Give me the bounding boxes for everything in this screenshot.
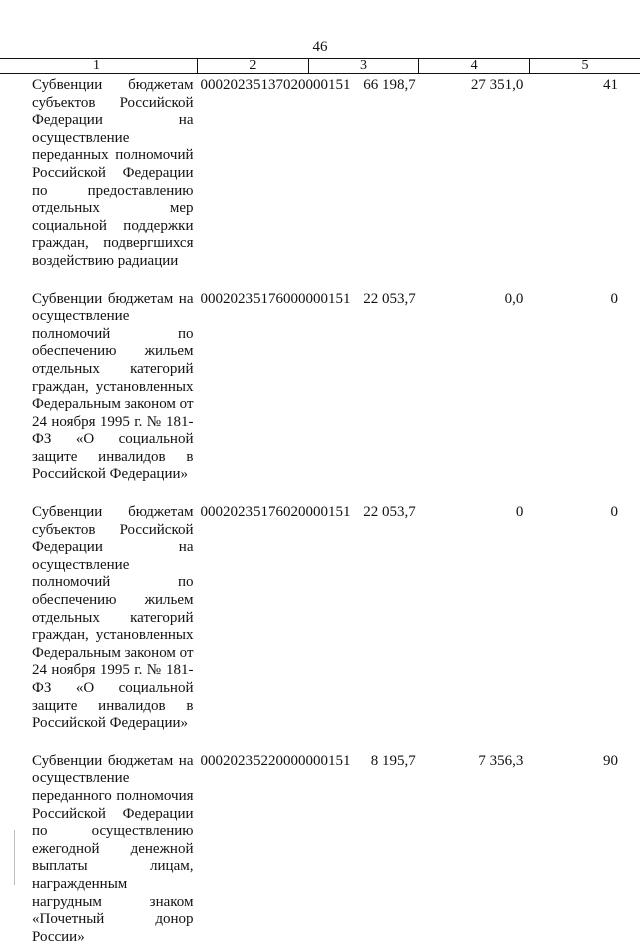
row-value-5: 0	[610, 504, 618, 521]
table-row	[0, 504, 640, 753]
row-value-3: 66 198,7	[363, 77, 416, 93]
row-value-3: 8 195,7	[370, 752, 416, 769]
row-value-4: 0	[515, 504, 524, 521]
row-value-4: 27 351,0	[470, 77, 524, 93]
page-number: 46	[312, 39, 328, 55]
row-code: 00020235176000000151	[200, 290, 351, 307]
scan-margin-line	[14, 830, 15, 885]
table-row	[0, 753, 640, 946]
row-description	[0, 504, 198, 753]
row-value-3: 22 053,7	[363, 504, 416, 521]
table-row	[0, 74, 640, 291]
row-description	[0, 291, 198, 505]
column-header-1: 1	[0, 59, 198, 74]
row-value-5: 90	[603, 752, 618, 769]
row-description	[0, 753, 198, 946]
row-value-5: 41	[603, 77, 618, 93]
row-code: 00020235176020000151	[200, 504, 351, 521]
row-description-text: Субвенции бюджетам на осуществление переданного полномочия Российской Федерации по осуществлению ежегодной денежной выплаты лицам, награжденным нагрудным знаком «Почетный донор России»	[32, 752, 194, 945]
table-row	[0, 291, 640, 505]
column-header-3: 3	[308, 59, 419, 74]
row-value-3: 22 053,7	[363, 290, 416, 307]
row-code: 00020235137020000151	[200, 77, 351, 93]
row-value-4: 7 356,3	[478, 752, 524, 769]
table-header-row	[0, 59, 640, 74]
row-description	[0, 74, 198, 291]
column-header-5: 5	[529, 59, 640, 74]
row-value-5: 0	[610, 290, 618, 307]
row-value-4: 0,0	[504, 290, 524, 307]
row-description-text: Субвенции бюджетам на осуществление полномочий по обеспечению жильем отдельных категорий граждан, установленных Федеральным законом от 24 ноября 1995 г. № 181-ФЗ «О социальной защите инвалидов в Российской Федерации»	[32, 290, 194, 483]
row-code: 00020235220000000151	[200, 752, 351, 769]
column-header-4: 4	[419, 59, 530, 74]
budget-table	[0, 58, 640, 946]
row-description-text: Субвенции бюджетам субъектов Российской Федерации на осуществление переданных полномочий Российской Федерации по предоставлению отдельных мер социальной поддержки граждан, подвергшихся воздействию радиации	[32, 77, 194, 269]
column-header-2: 2	[198, 59, 309, 74]
row-description-text: Субвенции бюджетам субъектов Российской Федерации на осуществление полномочий по обеспечению жильем отдельных категорий граждан, установленных Федеральным законом от 24 ноября 1995 г. № 181-ФЗ «О социальной защите инвалидов в Российской Федерации»	[32, 504, 194, 732]
